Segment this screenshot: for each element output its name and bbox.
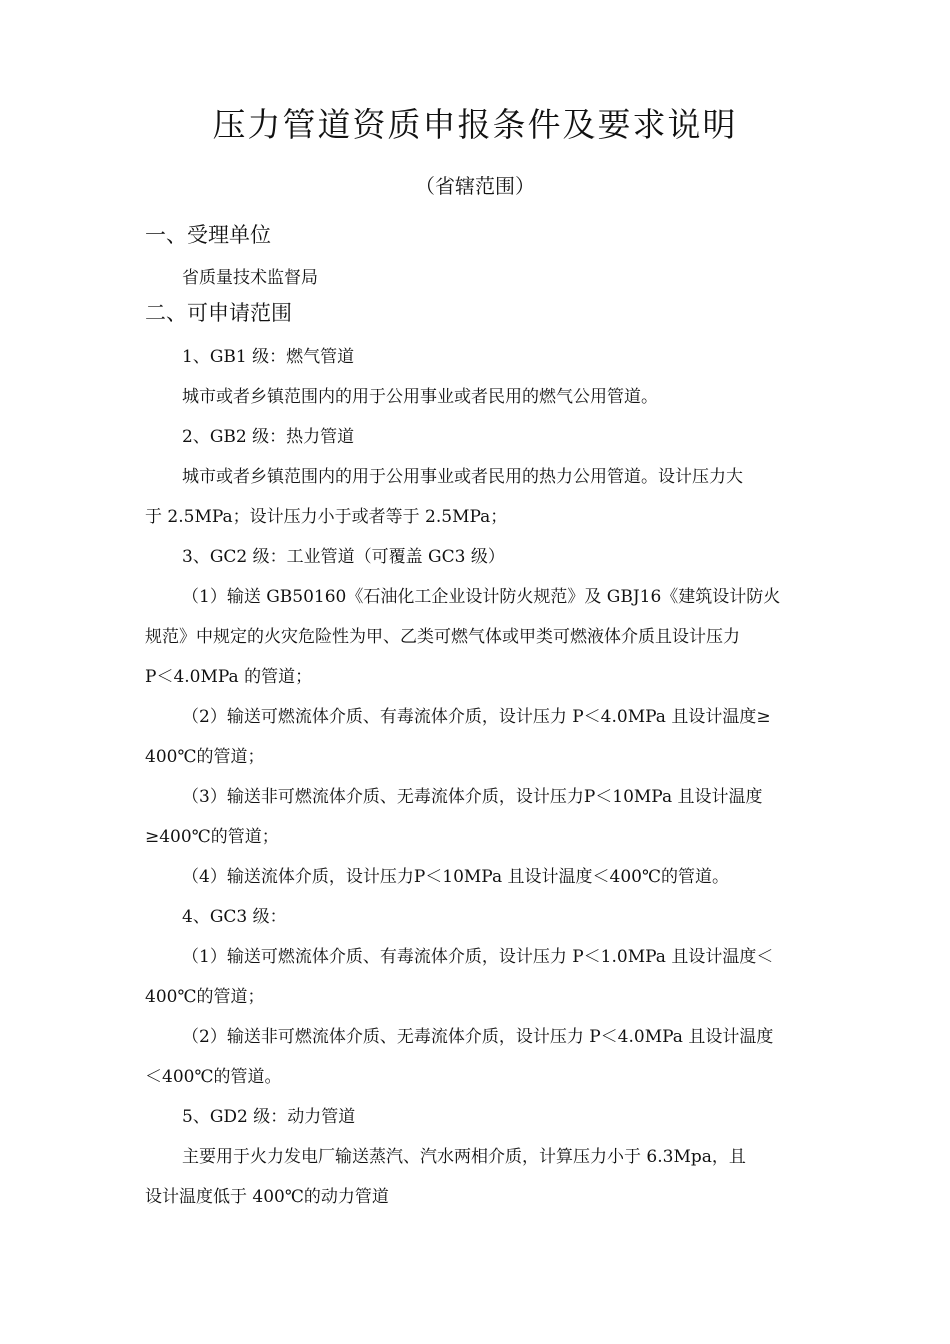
acceptance-unit-text: 省质量技术监督局 — [182, 268, 318, 288]
paragraph-line: 400℃的管道； — [145, 747, 265, 767]
paragraph-line: （1）输送 GB50160《石油化工企业设计防火规范》及 GBJ16《建筑设计防火 — [182, 587, 781, 607]
paragraph-line: P＜4.0MPa 的管道； — [145, 667, 313, 687]
section-heading-scope: 二、可申请范围 — [145, 301, 292, 325]
item-heading-gb1: 1、GB1 级：燃气管道 — [182, 347, 355, 367]
item-heading-gb2: 2、GB2 级：热力管道 — [182, 427, 355, 447]
paragraph-line: （1）输送可燃流体介质、有毒流体介质，设计压力 P＜1.0MPa 且设计温度＜ — [182, 947, 774, 967]
item-heading-gd2: 5、GD2 级：动力管道 — [182, 1107, 356, 1127]
paragraph-line: 规范》中规定的火灾危险性为甲、乙类可燃气体或甲类可燃液体介质且设计压力 — [145, 627, 740, 647]
paragraph-line: 400℃的管道； — [145, 987, 265, 1007]
paragraph-line: （2）输送非可燃流体介质、无毒流体介质，设计压力 P＜4.0MPa 且设计温度 — [182, 1027, 774, 1047]
item-heading-gc2: 3、GC2 级：工业管道（可覆盖 GC3 级） — [182, 547, 505, 567]
paragraph-line: （4）输送流体介质，设计压力P＜10MPa 且设计温度＜400℃的管道。 — [182, 867, 729, 887]
document-title: 压力管道资质申报条件及要求说明 — [212, 105, 738, 144]
paragraph-line: ＜400℃的管道。 — [145, 1067, 282, 1087]
paragraph-line: （2）输送可燃流体介质、有毒流体介质，设计压力 P＜4.0MPa 且设计温度≥ — [182, 707, 771, 727]
paragraph-line: （3）输送非可燃流体介质、无毒流体介质，设计压力P＜10MPa 且设计温度 — [182, 787, 763, 807]
paragraph-line: 城市或者乡镇范围内的用于公用事业或者民用的燃气公用管道。 — [182, 387, 658, 407]
item-heading-gc3: 4、GC3 级： — [182, 907, 287, 927]
paragraph-line: 设计温度低于 400℃的动力管道 — [145, 1187, 389, 1207]
document-subtitle: （省辖范围） — [415, 174, 535, 198]
paragraph-line: 于 2.5MPa；设计压力小于或者等于 2.5MPa； — [145, 507, 508, 527]
paragraph-line: 城市或者乡镇范围内的用于公用事业或者民用的热力公用管道。设计压力大 — [182, 467, 743, 487]
paragraph-line: ≥400℃的管道； — [145, 827, 279, 847]
section-heading-acceptance-unit: 一、受理单位 — [145, 223, 271, 247]
paragraph-line: 主要用于火力发电厂输送蒸汽、汽水两相介质，计算压力小于 6.3Mpa，且 — [182, 1147, 746, 1167]
